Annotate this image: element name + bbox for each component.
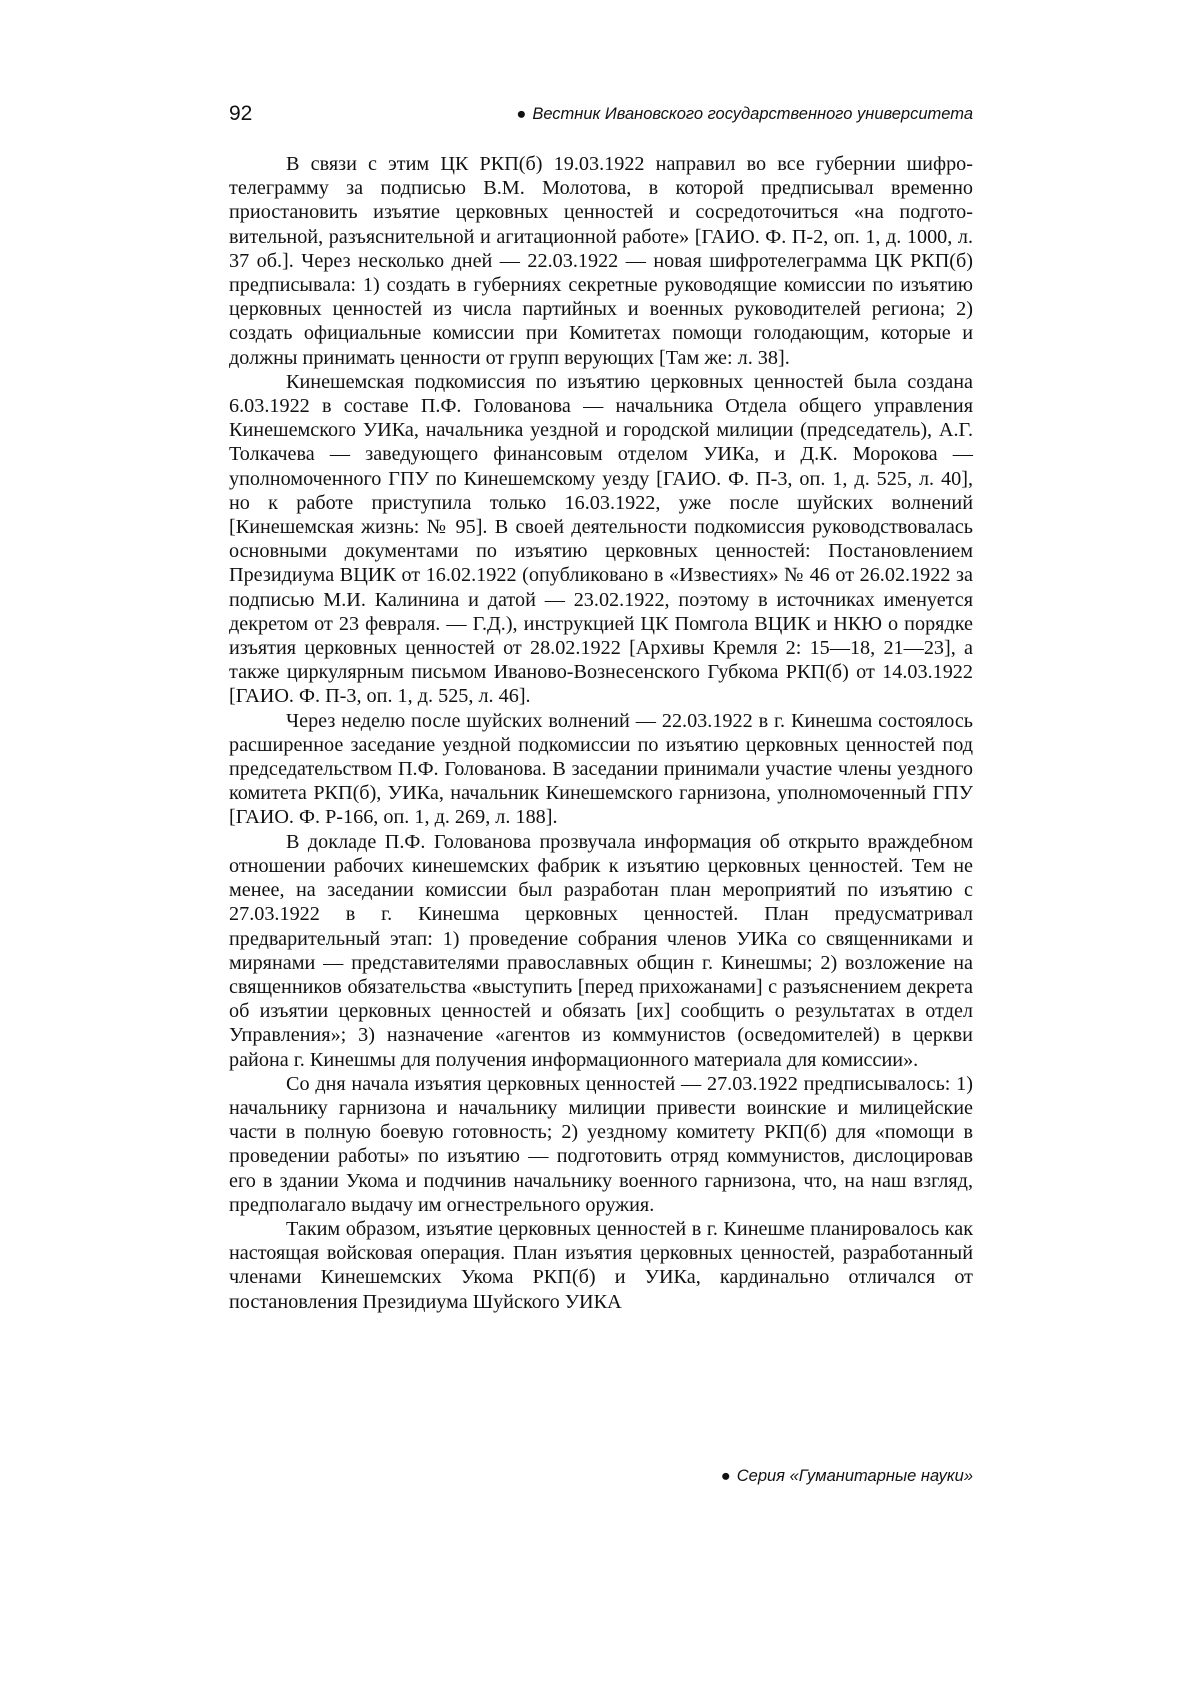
paragraph: Со дня начала изъятия церковных ценностей — 27.03.1922 предписыва­лось: 1) начальнику гарнизона и начальнику милиции привести воинские и ми­лицейские части в полную боевую готовность; 2) уездному комитету РКП(б) для «помощи в проведении работы» по изъятию — подготовить отряд коммунистов, дислоцировав его в здании Укома и подчинив начальнику военного гарнизона, что, на наш взгляд, предполагало выдачу им огнестрельного оружия.: [229, 1072, 973, 1217]
bullet-icon: ●: [721, 1467, 731, 1485]
paragraph: Кинешемская подкомиссия по изъятию церковных ценностей была создана 6.03.1922 в составе П.Ф. Голованова — начальника Отдела общего управления Кинешемского УИКа, начальника уездной и городской милиции (председатель), А.Г. Толкачева — заведующего финансовым отделом УИКа, и Д.К. Морокова — уполномоченного ГПУ по Кинешемскому уезду [ГАИО. Ф. П-3, оп. 1, д. 525, л. 40], но к работе приступила только 16.03.1922, уже после шуйских волне­ний [Кинешемская жизнь: № 95]. В своей деятельности подкомиссия руковод­ствовалась основными документами по изъятию церковных ценностей: Постанов­лением Президиума ВЦИК от 16.02.1922 (опубликовано в «Известиях» № 46 от 26.02.1922 за подписью М.И. Калинина и датой — 23.02.1922, поэтому в источни­ках именуется декретом от 23 февраля. — Г.Д.), инструкцией ЦК Помгола ВЦИК и НКЮ о порядке изъятия церковных ценностей от 28.02.1922 [Архивы Кремля 2: 15—18, 21—23], а также циркулярным письмом Иваново-Вознесенского Губкома РКП(б) от 14.03.1922 [ГАИО. Ф. П-3, оп. 1, д. 525, л. 46].: [229, 370, 973, 709]
journal-title-text: Вестник Ивановского государственного университета: [532, 105, 973, 123]
paragraph: В связи с этим ЦК РКП(б) 19.03.1922 направил во все губернии шифро­телеграмму за подписью В.М. Молотова, в которой предписывал временно приостановить изъятие церковных ценностей и сосредоточиться «на подгото­вительной, разъяснительной и агитационной работе» [ГАИО. Ф. П-2, оп. 1, д. 1000, л. 37 об.]. Через несколько дней — 22.03.1922 — новая шифротеле­грамма ЦК РКП(б) предписывала: 1) создать в губерниях секретные руководя­щие комиссии по изъятию церковных ценностей из числа партийных и воен­ных руководителей региона; 2) создать официальные комиссии при Комитетах помощи голодающим, которые и должны принимать ценности от групп веру­ющих [Там же: л. 38].: [229, 152, 973, 370]
running-footer: [721, 1467, 973, 1486]
journal-title: [516, 105, 973, 124]
paragraph: Через неделю после шуйских волнений — 22.03.1922 в г. Кинешма со­стоялось расширенное заседание уездной подкомиссии по изъятию церковных ценностей под председательством П.Ф. Голованова. В заседании принимали участие члены уездного комитета РКП(б), УИКа, начальник Кинешемского гарнизона, уполномоченный ГПУ [ГАИО. Ф. Р-166, оп. 1, д. 269, л. 188].: [229, 709, 973, 830]
bullet-icon: ●: [516, 105, 526, 123]
series-title: Серия «Гуманитарные науки»: [737, 1467, 973, 1485]
article-body: [229, 152, 973, 1314]
paragraph: Таким образом, изъятие церковных ценностей в г. Кинешме планиро­валось как настоящая войсковая операция. План изъятия церковных ценностей, разработанный членами Кинешемских Укома РКП(б) и УИКа, кардинально отличался от постановления Президиума Шуйского УИКА: [229, 1217, 973, 1314]
paragraph: В докладе П.Ф. Голованова прозвучала информация об открыто враж­дебном отношении рабочих кинешемских фабрик к изъятию церковных цен­ностей. Тем не менее, на заседании комиссии был разработан план мероприя­тий по изъятию с 27.03.1922 в г. Кинешма церковных ценностей. План предусматривал предварительный этап: 1) проведение собрания членов УИКа со священниками и мирянами — представителями православных общин г. Ки­нешмы; 2) возложение на священников обязательства «выступить [перед при­хожанами] с разъяснением декрета об изъятии церковных ценностей и обязать [их] сообщить о результатах в отдел Управления»; 3) назначение «агентов из коммунистов (осведомителей) в церкви района г. Кинешмы для получения ин­формационного материала для комиссии».: [229, 830, 973, 1072]
running-header: [229, 102, 973, 132]
page-number: 92: [229, 102, 252, 126]
journal-page: [0, 0, 1200, 1697]
